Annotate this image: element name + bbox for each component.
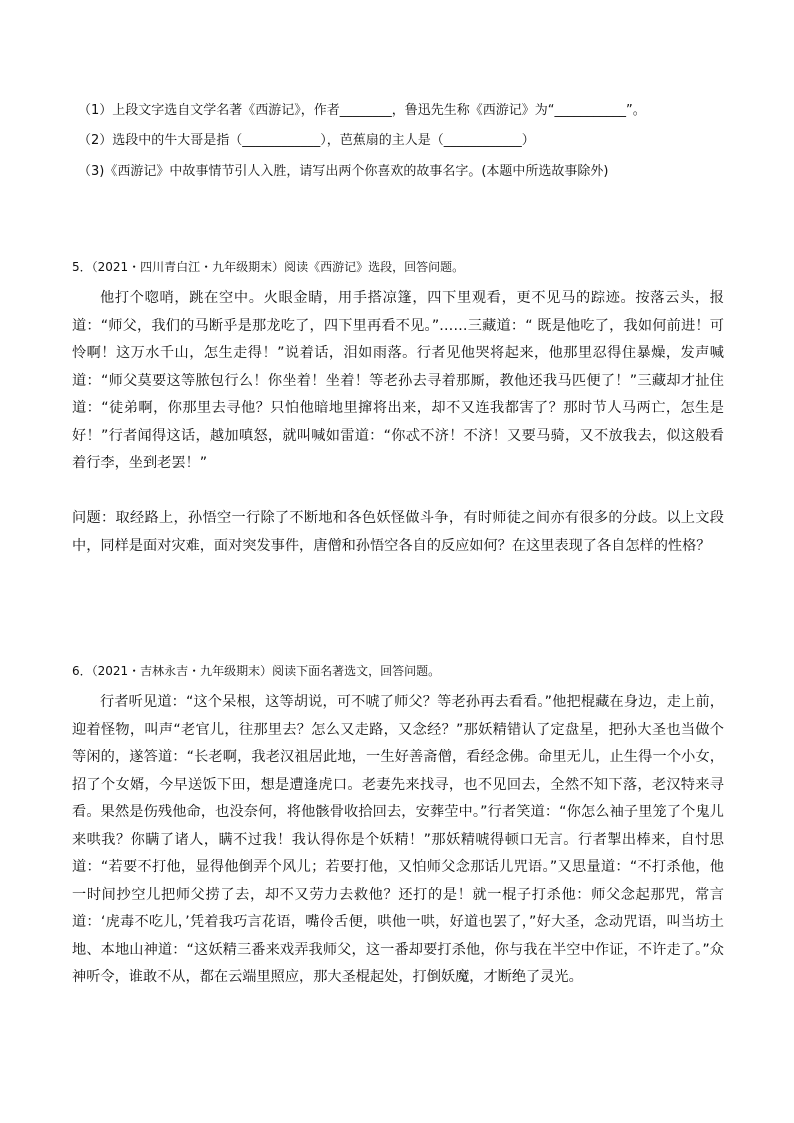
problem-5-heading: 5．（2021・四川青白江・九年级期末）阅读《西游记》选段，回答问题。 <box>72 260 465 274</box>
problem-6-passage: 行者听见道：“这个呆根，这等胡说，可不唬了师父？等老孙再去看看。”他把棍藏在身边，走上前，迎着怪物，叫声“老官儿，往那里去？怎么又走路，又念经？”那妖精错认了定盘星，把孙大圣也当做个等闲的，遂答道：“长老啊，我老汉祖居此地，一生好善斋僧，看经念佛。命里无儿，止生得一个小女，招了个女婿，今早送饭下田，想是遭逢虎口。老妻先来找寻，也不见回去，全然不知下落，老汉特来寻看。果然是伤残他命，也没奈何，将他骸骨收拾回去，安葬茔中。”行者笑道：“你怎么袖子里笼了个鬼儿来哄我？你瞒了诸人，瞒不过我！我认得你是个妖精！”那妖精唬得顿口无言。行者掣出棒来，自忖思道：“若要不打他，显得他倒弄个风儿；若要打他，又怕师父念那话儿咒语。”又思量道：“不打杀他，他一时间抄空儿把师父捞了去，却不又劳力去救他？还打的是！就一棍子打杀他：师父念起那咒，常言道：‘虎毒不吃儿，’凭着我巧言花语，嘴伶舌便，哄他一哄，好道也罢了，”好大圣，念动咒语，叫当坊土地、本地山神道：“这妖精三番来戏弄我师父，这一番却要打杀他，你与我在半空中作证，不许走了。”众神听令，谁敢不从，都在云端里照应，那大圣棍起处，打倒妖魔，才断绝了灵光。 <box>72 694 724 985</box>
question-1: （1）上段文字选自文学名著《西游记》，作者________，鲁迅先生称《西游记》为“___________”。 <box>78 103 646 118</box>
question-3: （3)《西游记》中故事情节引人入胜，请写出两个你喜欢的故事名字。(本题中所选故事除外) <box>78 164 609 179</box>
question-2: （2）选段中的牛大哥是指（____________），芭蕉扇的主人是（____________） <box>78 133 535 148</box>
problem-5-passage: 他打个唿哨，跳在空中。火眼金睛，用手搭凉篷，四下里观看，更不见马的踪迹。按落云头，报道：“师父，我们的马断乎是那龙吃了，四下里再看不见。”……三藏道：“ 既是他吃了，我如何前进！可怜啊！这万水千山，怎生走得！”说着话，泪如雨落。行者见他哭将起来，他那里忍得住暴燥，发声喊道：“师父莫要这等脓包行么！你坐着！坐着！等老孙去寻着那厮，教他还我马匹便了！”三藏却才扯住道：“徒弟啊，你那里去寻他？只怕他暗地里撺将出来，却不又连我都害了？那时节人马两亡，怎生是好！”行者闻得这话，越加嗔怒，就叫喊如雷道：“你忒不济！不济！又要马骑，又不放我去，似这般看着行李，坐到老罢！” <box>72 290 724 471</box>
problem-6-heading: 6．（2021・吉林永吉・九年级期末）阅读下面名著选文，回答问题。 <box>72 664 441 678</box>
problem-5-question: 问题：取经路上，孙悟空一行除了不断地和各色妖怪做斗争，有时师徒之间亦有很多的分歧。以上文段中，同样是面对灾难，面对突发事件，唐僧和孙悟空各自的反应如何？在这里表现了各自怎样的性格？ <box>72 510 724 554</box>
